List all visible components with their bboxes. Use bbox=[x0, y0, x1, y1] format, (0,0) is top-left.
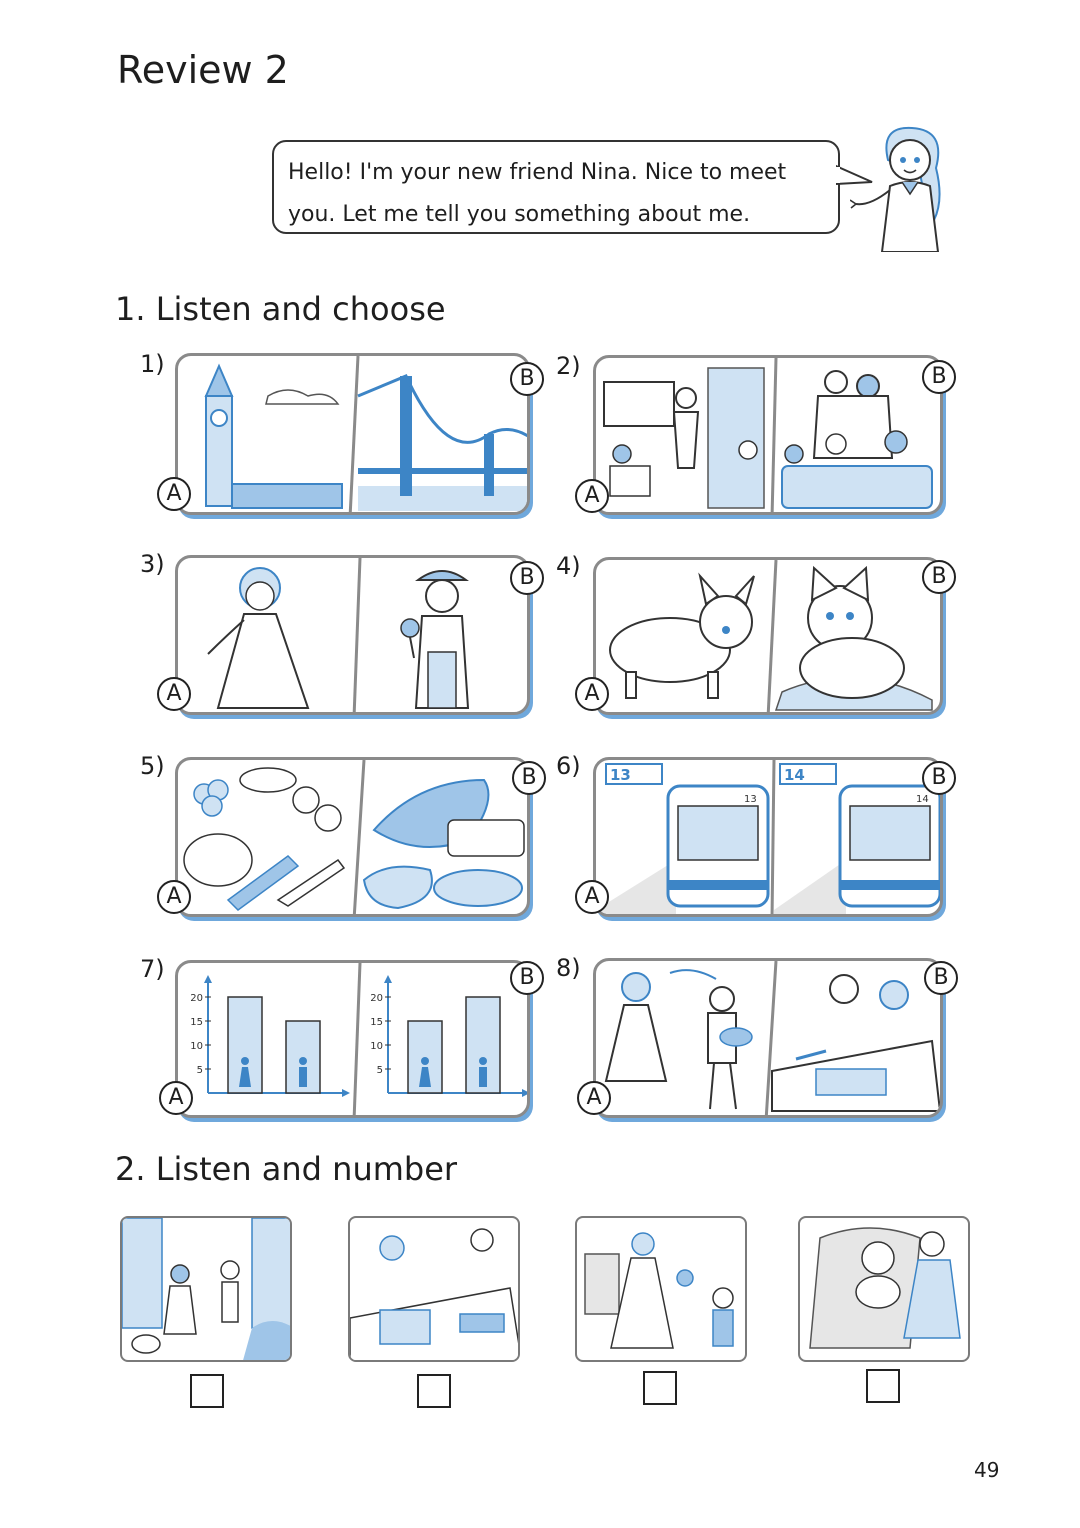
chart-a-boy-figure-head bbox=[299, 1057, 307, 1065]
question-number: 6) bbox=[556, 752, 581, 780]
chart-a-tick-label: 20 bbox=[190, 993, 203, 1004]
option-a-label[interactable]: A bbox=[157, 477, 191, 511]
drawing-at-table-illustration bbox=[772, 975, 940, 1111]
question-4-panel bbox=[593, 557, 943, 715]
question-6-panel bbox=[593, 757, 943, 917]
chart-a-x-arrow bbox=[342, 1089, 350, 1097]
answer-box-2[interactable] bbox=[417, 1374, 451, 1408]
answer-box-1[interactable] bbox=[190, 1374, 224, 1408]
option-b-label[interactable]: B bbox=[922, 360, 956, 394]
question-3-panel bbox=[175, 555, 530, 715]
question-number: 7) bbox=[140, 955, 165, 983]
bus-number-a: 13 bbox=[610, 766, 631, 784]
option-b-label[interactable]: B bbox=[922, 560, 956, 594]
girl-in-dress-illustration bbox=[208, 568, 308, 708]
chart-b-tick-label: 20 bbox=[370, 993, 383, 1004]
meat-and-fish-illustration bbox=[364, 780, 524, 908]
suspension-bridge-illustration bbox=[358, 376, 528, 511]
option-a-label[interactable]: A bbox=[159, 1081, 193, 1115]
height-bar-charts bbox=[178, 963, 530, 1118]
chart-b-boy-figure-body bbox=[479, 1067, 487, 1087]
intro-line-1: Hello! I'm your new friend Nina. Nice to meet bbox=[288, 160, 787, 185]
option-a-label[interactable]: A bbox=[577, 1081, 611, 1115]
chart-a-girl-figure-head bbox=[241, 1057, 249, 1065]
section-2-title: 2. Listen and number bbox=[115, 1150, 458, 1188]
option-b-label[interactable]: B bbox=[510, 561, 544, 595]
picture-giving-flowers bbox=[575, 1216, 747, 1362]
chart-a-tick-label: 5 bbox=[196, 1065, 203, 1076]
picture-drawing-with-friend bbox=[348, 1216, 520, 1362]
page-title: Review 2 bbox=[117, 48, 289, 92]
chart-b-boy-figure-head bbox=[479, 1057, 487, 1065]
fluffy-cat-illustration bbox=[776, 568, 932, 710]
chart-b-tick-label: 10 bbox=[370, 1041, 383, 1052]
bus-number-a: 13 bbox=[744, 794, 757, 805]
page-number: 49 bbox=[974, 1458, 1000, 1482]
option-b-label[interactable]: B bbox=[924, 961, 958, 995]
chart-b-tick-label: 5 bbox=[376, 1065, 383, 1076]
chart-b-tick-label: 15 bbox=[370, 1017, 383, 1028]
chart-b-x-arrow bbox=[522, 1089, 530, 1097]
option-b-label[interactable]: B bbox=[510, 961, 544, 995]
option-a-label[interactable]: A bbox=[575, 880, 609, 914]
question-number: 2) bbox=[556, 352, 581, 380]
option-a-label[interactable]: A bbox=[575, 677, 609, 711]
answer-box-4[interactable] bbox=[866, 1369, 900, 1403]
question-number: 8) bbox=[556, 954, 581, 982]
classroom-illustration bbox=[604, 368, 764, 508]
chart-a-y-arrow bbox=[204, 975, 212, 983]
option-b-label[interactable]: B bbox=[510, 362, 544, 396]
corgi-dog-illustration bbox=[610, 576, 754, 698]
question-8-panel bbox=[593, 958, 943, 1118]
picture-walking-dog bbox=[120, 1216, 292, 1362]
bus-number-b: 14 bbox=[784, 766, 805, 784]
bus-stop-13-illustration bbox=[596, 764, 768, 917]
bus-number-b: 14 bbox=[916, 794, 929, 805]
bus-stop-14-illustration bbox=[774, 764, 940, 917]
singing-and-guitar-illustration bbox=[606, 970, 752, 1109]
option-a-label[interactable]: A bbox=[157, 677, 191, 711]
chart-b-girl-figure-head bbox=[421, 1057, 429, 1065]
question-7-panel bbox=[175, 960, 530, 1118]
picture-petting-corgi bbox=[798, 1216, 970, 1362]
chart-a-boy-figure-body bbox=[299, 1067, 307, 1087]
family-portrait-illustration bbox=[782, 371, 932, 508]
question-5-panel bbox=[175, 757, 530, 917]
section-1-title: 1. Listen and choose bbox=[115, 290, 446, 328]
panel-divider bbox=[354, 963, 360, 1118]
boy-with-ice-cream-illustration bbox=[401, 571, 468, 708]
question-number: 4) bbox=[556, 552, 581, 580]
question-number: 3) bbox=[140, 550, 165, 578]
nina-character-illustration bbox=[850, 120, 970, 252]
chart-a-tick-label: 10 bbox=[190, 1041, 203, 1052]
question-2-panel bbox=[593, 355, 943, 515]
question-number: 5) bbox=[140, 752, 165, 780]
option-b-label[interactable]: B bbox=[922, 761, 956, 795]
intro-speech-bubble bbox=[272, 140, 840, 234]
big-ben-illustration bbox=[206, 366, 342, 508]
option-b-label[interactable]: B bbox=[512, 761, 546, 795]
question-number: 1) bbox=[140, 350, 165, 378]
answer-box-3[interactable] bbox=[643, 1371, 677, 1405]
question-1-panel bbox=[175, 353, 530, 515]
chart-a-tick-label: 15 bbox=[190, 1017, 203, 1028]
option-a-label[interactable]: A bbox=[575, 479, 609, 513]
option-a-label[interactable]: A bbox=[157, 880, 191, 914]
fruit-and-vegetables-illustration bbox=[184, 768, 344, 910]
chart-b-y-arrow bbox=[384, 975, 392, 983]
intro-line-2: you. Let me tell you something about me. bbox=[288, 202, 751, 227]
